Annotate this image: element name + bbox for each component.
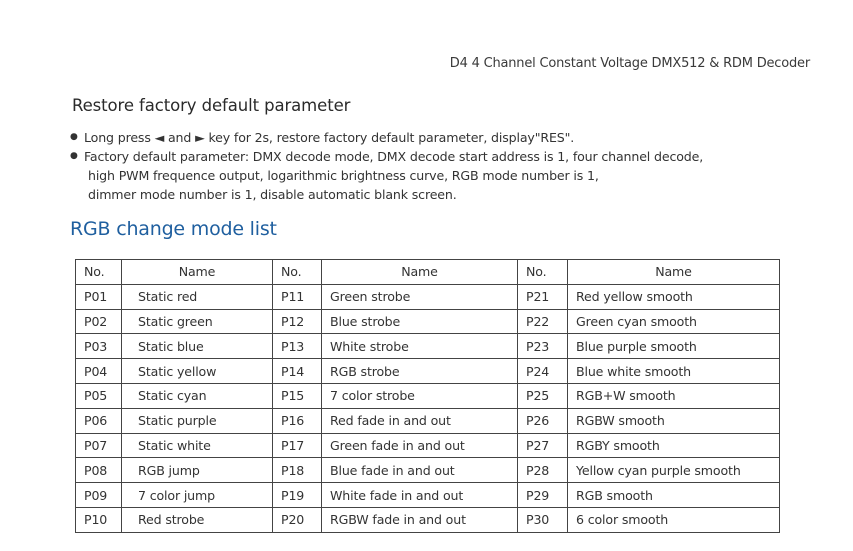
mode-number-cell: P11: [273, 284, 322, 309]
column-header-name: Name: [568, 260, 780, 285]
mode-number-cell: P12: [273, 309, 322, 334]
bullet-text: Long press ◄ and ► key for 2s, restore factory default parameter, display"RES".: [84, 130, 575, 145]
mode-name-cell: Blue purple smooth: [568, 334, 780, 359]
column-header-no: No.: [273, 260, 322, 285]
mode-number-cell: P24: [518, 359, 568, 384]
mode-name-cell: Static cyan: [122, 383, 273, 408]
mode-number-cell: P01: [76, 284, 122, 309]
mode-number-cell: P04: [76, 359, 122, 384]
mode-name-cell: White strobe: [322, 334, 518, 359]
mode-name-cell: Red yellow smooth: [568, 284, 780, 309]
column-header-name: Name: [122, 260, 273, 285]
mode-number-cell: P14: [273, 359, 322, 384]
bullet-dot-icon: ●: [70, 151, 78, 161]
mode-name-cell: Yellow cyan purple smooth: [568, 458, 780, 483]
mode-number-cell: P05: [76, 383, 122, 408]
mode-name-cell: Red fade in and out: [322, 408, 518, 433]
mode-name-cell: Static purple: [122, 408, 273, 433]
mode-name-cell: RGBY smooth: [568, 433, 780, 458]
mode-number-cell: P27: [518, 433, 568, 458]
mode-number-cell: P21: [518, 284, 568, 309]
mode-name-cell: Blue fade in and out: [322, 458, 518, 483]
bullet-continuation: high PWM frequence output, logarithmic brightness curve, RGB mode number is 1,: [88, 168, 599, 183]
bullet-item: [70, 147, 830, 166]
mode-name-cell: 7 color strobe: [322, 383, 518, 408]
mode-name-cell: Blue white smooth: [568, 359, 780, 384]
mode-number-cell: P19: [273, 483, 322, 508]
table-header-row: [76, 260, 780, 285]
table-row: [76, 334, 780, 359]
mode-name-cell: 6 color smooth: [568, 507, 780, 532]
table-row: [76, 383, 780, 408]
mode-name-cell: RGB smooth: [568, 483, 780, 508]
table-row: [76, 507, 780, 532]
document-header-title: D4 4 Channel Constant Voltage DMX512 & RDM Decoder: [449, 56, 810, 71]
mode-number-cell: P25: [518, 383, 568, 408]
column-header-name: Name: [322, 260, 518, 285]
mode-name-cell: RGB+W smooth: [568, 383, 780, 408]
bullet-item: [70, 128, 830, 147]
mode-number-cell: P10: [76, 507, 122, 532]
mode-name-cell: Static red: [122, 284, 273, 309]
mode-number-cell: P15: [273, 383, 322, 408]
mode-name-cell: RGB jump: [122, 458, 273, 483]
bullet-continuation: dimmer mode number is 1, disable automatic blank screen.: [88, 187, 457, 202]
mode-name-cell: 7 color jump: [122, 483, 273, 508]
column-header-no: No.: [518, 260, 568, 285]
mode-number-cell: P17: [273, 433, 322, 458]
mode-name-cell: Green fade in and out: [322, 433, 518, 458]
restore-bullet-list: [70, 128, 830, 204]
table-row: [76, 359, 780, 384]
mode-number-cell: P29: [518, 483, 568, 508]
bullet-dot-icon: ●: [70, 132, 78, 142]
table-row: [76, 483, 780, 508]
mode-number-cell: P18: [273, 458, 322, 483]
table-row: [76, 433, 780, 458]
mode-number-cell: P16: [273, 408, 322, 433]
mode-number-cell: P22: [518, 309, 568, 334]
mode-name-cell: RGB strobe: [322, 359, 518, 384]
mode-name-cell: Blue strobe: [322, 309, 518, 334]
restore-section-heading: Restore factory default parameter: [72, 96, 351, 115]
mode-number-cell: P08: [76, 458, 122, 483]
mode-number-cell: P02: [76, 309, 122, 334]
mode-name-cell: Red strobe: [122, 507, 273, 532]
mode-number-cell: P03: [76, 334, 122, 359]
rgb-mode-list-heading: RGB change mode list: [70, 218, 277, 240]
mode-name-cell: RGBW fade in and out: [322, 507, 518, 532]
table-row: [76, 284, 780, 309]
mode-number-cell: P20: [273, 507, 322, 532]
mode-name-cell: Green strobe: [322, 284, 518, 309]
table-row: [76, 309, 780, 334]
table-row: [76, 408, 780, 433]
mode-number-cell: P30: [518, 507, 568, 532]
mode-number-cell: P23: [518, 334, 568, 359]
mode-name-cell: White fade in and out: [322, 483, 518, 508]
table-body: [76, 284, 780, 532]
mode-name-cell: Green cyan smooth: [568, 309, 780, 334]
mode-number-cell: P13: [273, 334, 322, 359]
mode-name-cell: Static white: [122, 433, 273, 458]
mode-name-cell: Static yellow: [122, 359, 273, 384]
mode-number-cell: P06: [76, 408, 122, 433]
mode-number-cell: P07: [76, 433, 122, 458]
mode-number-cell: P09: [76, 483, 122, 508]
mode-name-cell: RGBW smooth: [568, 408, 780, 433]
mode-name-cell: Static blue: [122, 334, 273, 359]
rgb-mode-table: [75, 259, 780, 533]
table-row: [76, 458, 780, 483]
mode-number-cell: P28: [518, 458, 568, 483]
bullet-text: Factory default parameter: DMX decode mode, DMX decode start address is 1, four channel decode,: [84, 149, 704, 164]
mode-number-cell: P26: [518, 408, 568, 433]
column-header-no: No.: [76, 260, 122, 285]
mode-name-cell: Static green: [122, 309, 273, 334]
